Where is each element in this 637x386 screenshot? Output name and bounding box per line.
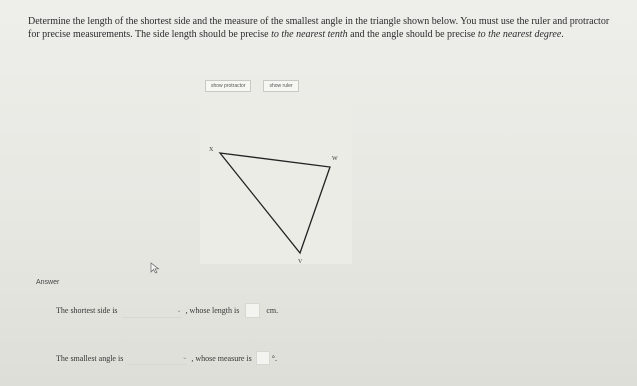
answer-heading: Answer — [36, 279, 60, 286]
row2-prefix: The smallest angle is — [56, 353, 124, 363]
question-part1: Determine the length of the shortest side and the measure of the smallest angle in the triangle shown below. You must use the ruler and protractor for precise measurements. The side length should be precise — [28, 16, 610, 40]
side-length-input[interactable] — [245, 303, 260, 318]
question-text — [28, 15, 618, 41]
triangle-xwv — [220, 153, 330, 253]
row2-mid: , whose measure is — [191, 353, 252, 363]
triangle-canvas — [200, 96, 352, 264]
row1-unit: cm. — [266, 306, 279, 315]
show-ruler-button[interactable]: show ruler — [263, 80, 298, 92]
triangle-figure — [200, 96, 352, 264]
smallest-angle-select[interactable] — [127, 351, 187, 365]
vertex-label-x: X — [209, 147, 214, 153]
tool-controls — [205, 80, 299, 92]
vertex-label-v: V — [298, 259, 303, 264]
row1-mid: , whose length is — [185, 306, 240, 315]
chevron-down-icon: ⌄ — [182, 355, 188, 361]
show-protractor-button[interactable]: show protractor — [205, 80, 251, 92]
question-part2: and the angle should be precise — [347, 29, 478, 40]
answer-row-angle — [56, 351, 277, 365]
question-emphasis-degree: to the nearest degree — [477, 29, 562, 40]
mouse-pointer-icon — [150, 262, 160, 274]
angle-measure-input[interactable] — [256, 351, 270, 365]
question-part3: . — [561, 29, 564, 40]
row1-prefix: The shortest side is — [56, 306, 118, 315]
question-emphasis-tenth: to the nearest tenth — [271, 29, 348, 40]
shortest-side-select[interactable] — [122, 304, 182, 318]
chevron-down-icon: ⌄ — [176, 307, 182, 314]
row2-unit: °. — [271, 353, 277, 363]
vertex-label-w: W — [332, 156, 338, 162]
answer-row-side — [56, 303, 278, 318]
